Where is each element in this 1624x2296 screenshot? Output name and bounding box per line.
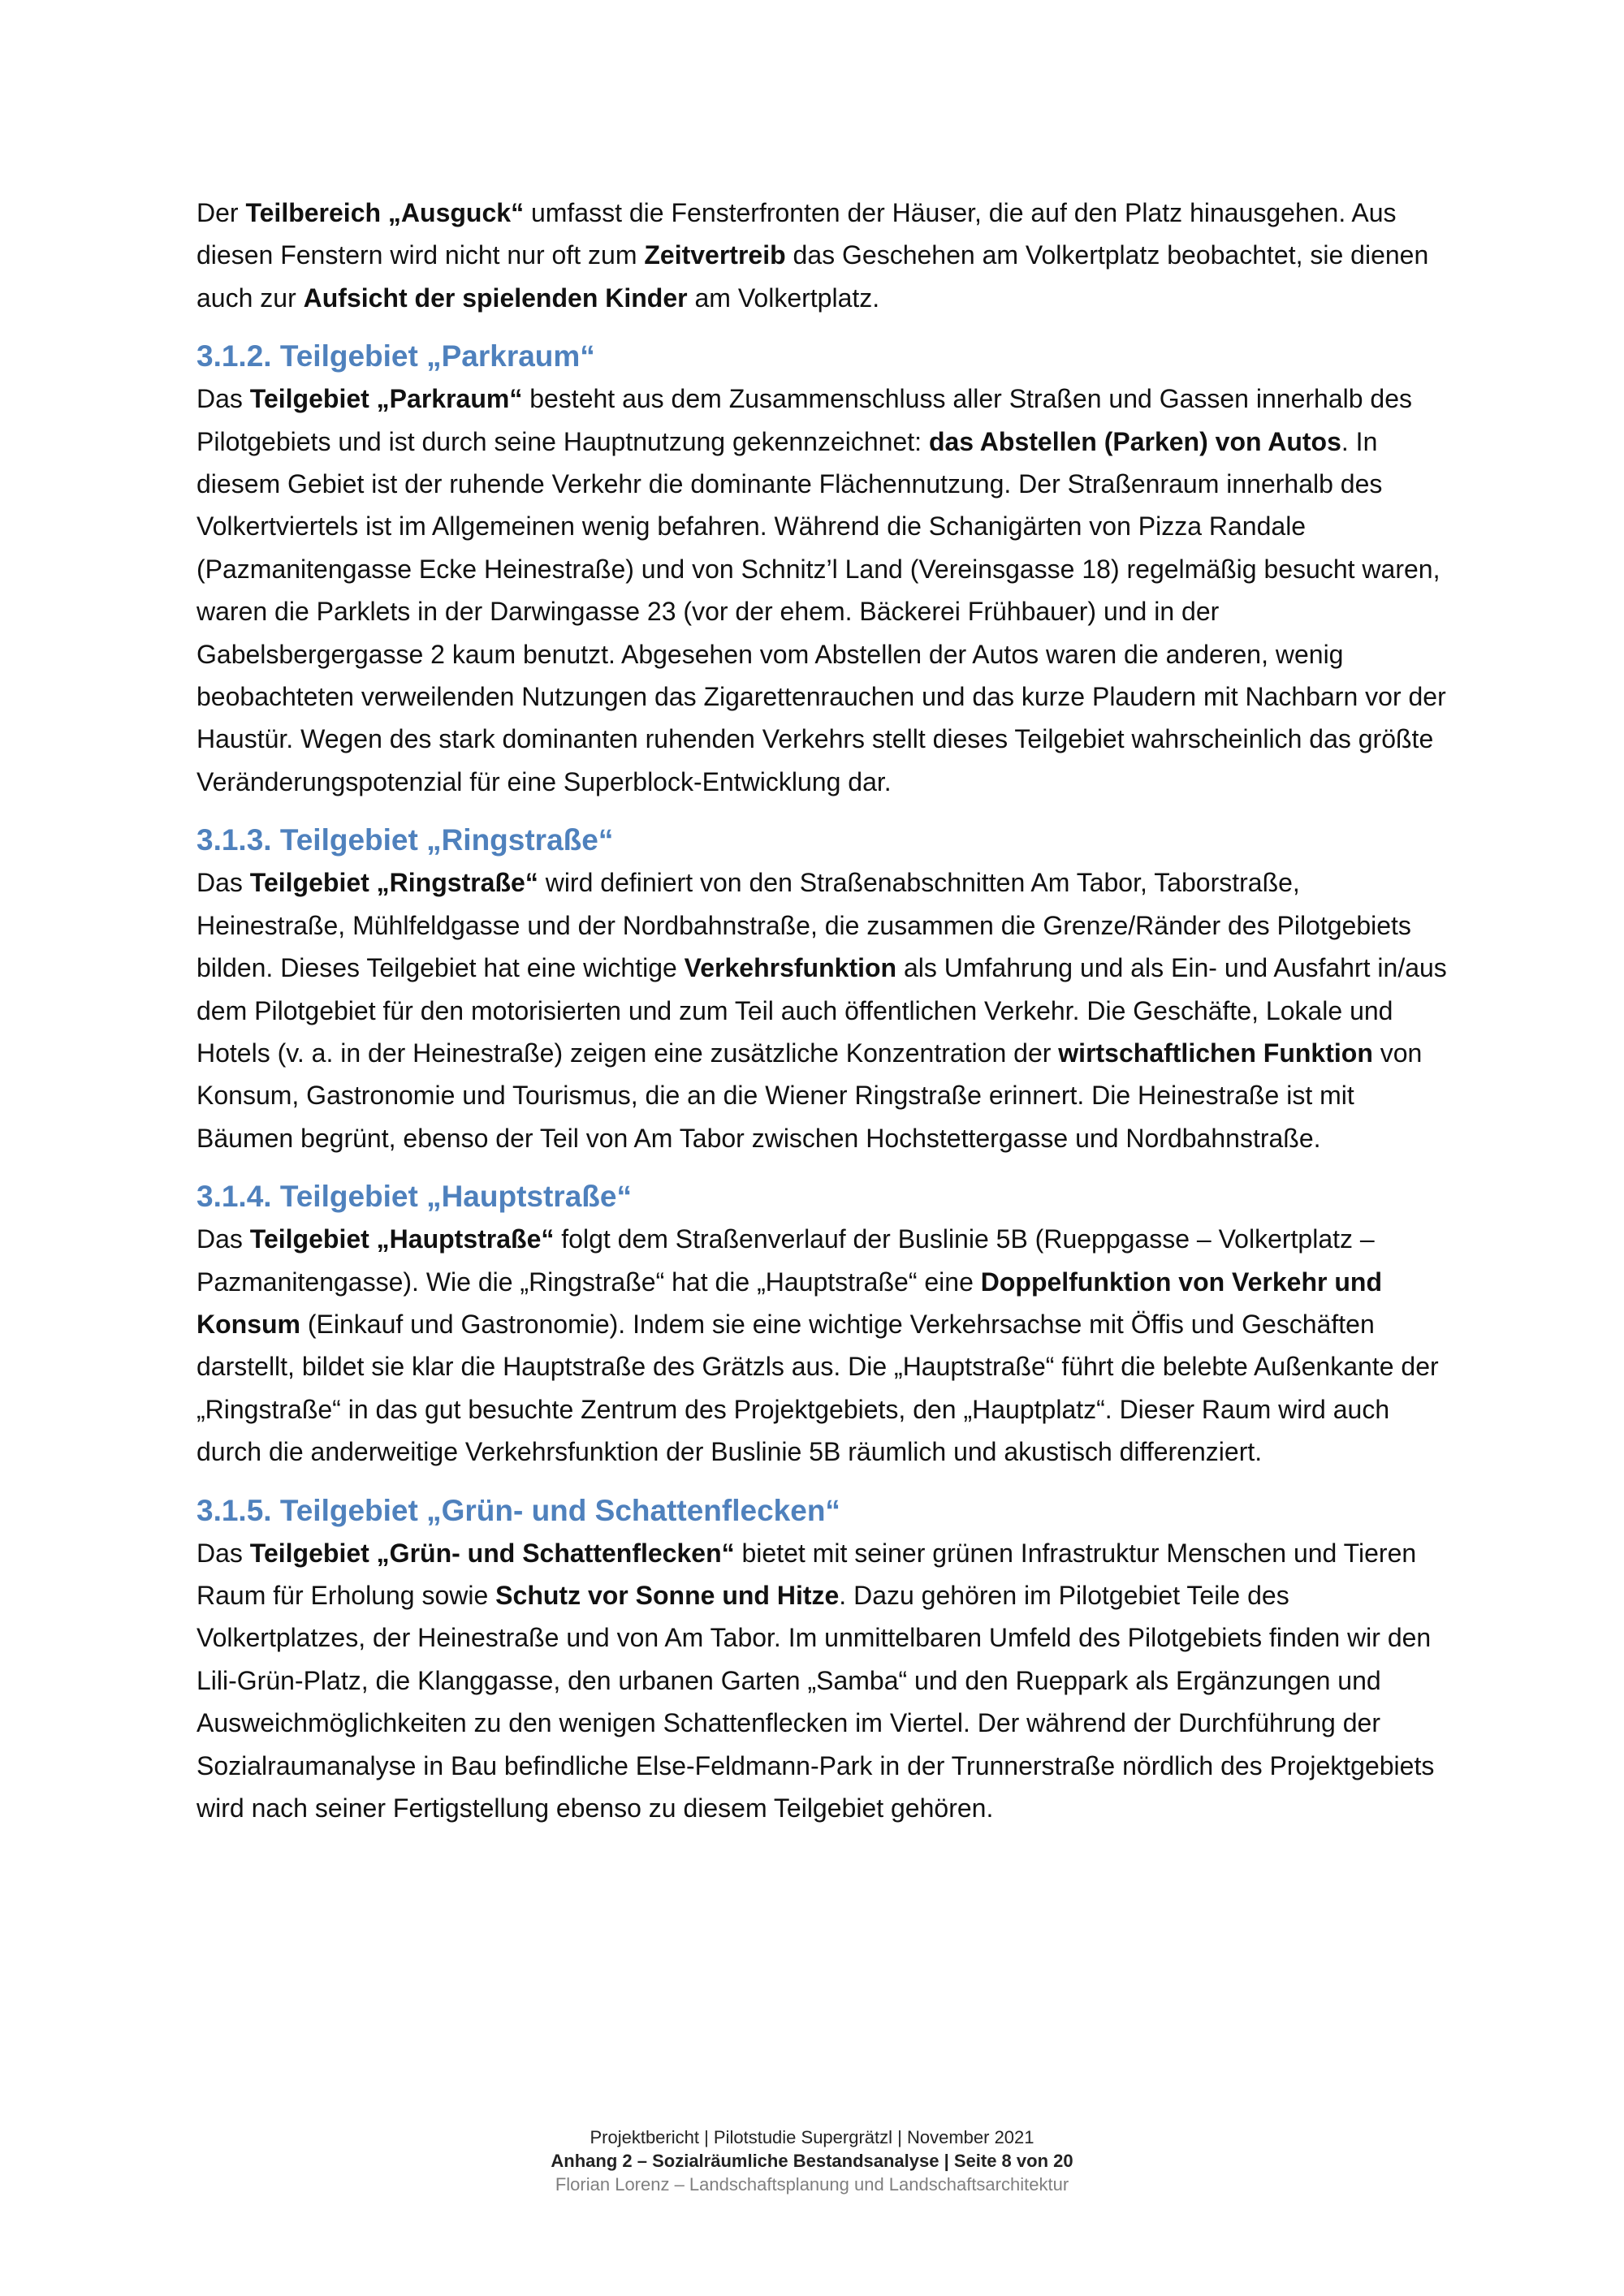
bold-term: Schutz vor Sonne und Hitze xyxy=(495,1580,840,1610)
page-footer xyxy=(0,2126,1624,2196)
section-heading: 3.1.5. Teilgebiet „Grün- und Schattenflecken“ xyxy=(197,1493,840,1527)
section-paragraph xyxy=(197,1218,1447,1473)
bold-term: Teilbereich „Ausguck“ xyxy=(245,198,525,227)
bold-term: Zeitvertreib xyxy=(644,240,786,270)
text-run: von Konsum, Gastronomie und Tourismus, die an die Wiener Ringstraße erinnert. Die Heinestraße ist mit Bäumen begrünt, ebenso der Teil von Am Tabor zwischen Hochstettergasse und Nordbahnstraße. xyxy=(197,1038,1423,1153)
bold-term: Teilgebiet „Grün- und Schattenflecken“ xyxy=(249,1538,735,1568)
intro-paragraph xyxy=(197,192,1447,319)
bold-term: das Abstellen (Parken) von Autos xyxy=(928,426,1341,456)
bold-term: Teilgebiet „Ringstraße“ xyxy=(249,868,538,898)
footer-project-line: Projektbericht | Pilotstudie Supergrätzl | November 2021 xyxy=(590,2127,1034,2147)
text-run: wird definiert von den Straßenabschnitten Am Tabor, Taborstraße, Heinestraße, Mühlfeldgasse und der Nordbahnstraße, die zusammen die Grenze/Ränder des Pilotgebiets bilden. Dieses Teilgebiet hat eine wichtige xyxy=(197,868,1411,983)
text-run: Das xyxy=(197,384,250,414)
section-hauptstrasse xyxy=(197,1176,1447,1473)
section-ringstrasse xyxy=(197,819,1447,1159)
text-run: . Dazu gehören im Pilotgebiet Teile des Volkertplatzes, der Heinestraße und von Am Tabor. Im unmittelbaren Umfeld des Pilotgebiets finden wir den Lili-Grün-Platz, die Klanggasse, den urbanen Garten „Samba“ und den Rueppark als Ergänzungen und Ausweichmöglichkeiten zu den wenigen Schattenflecken im Viertel. Der während der Durchführung der Sozialraumanalyse in Bau befindliche Else-Feldmann-Park in der Trunnerstraße nördlich des Projektgebiets wird nach seiner Fertigstellung ebenso zu diesem Teilgebiet gehören. xyxy=(197,1580,1435,1823)
section-paragraph xyxy=(197,1532,1447,1830)
text-run: bietet mit seiner grünen Infrastruktur Menschen und Tieren Raum für Erholung sowie xyxy=(197,1538,1417,1610)
text-run: Das xyxy=(197,868,250,898)
bold-term: Teilgebiet „Hauptstraße“ xyxy=(249,1224,555,1254)
section-heading: 3.1.3. Teilgebiet „Ringstraße“ xyxy=(197,823,614,857)
section-heading: 3.1.4. Teilgebiet „Hauptstraße“ xyxy=(197,1180,632,1214)
section-paragraph xyxy=(197,378,1447,803)
text-run: . In diesem Gebiet ist der ruhende Verkehr die dominante Flächennutzung. Der Straßenraum innerhalb des Volkertviertels ist im Allgemeinen wenig befahren. Während die Schanigärten von Pizza Randale (Pazmanitengasse Ecke Heinestraße) und von Schnitz’l Land (Vereinsgasse 18) regelmäßig besucht waren, waren die Parklets in der Darwingasse 23 (vor der ehem. Bäckerei Frühbauer) und in der Gabelsbergergasse 2 kaum benutzt. Abgesehen vom Abstellen der Autos waren die anderen, wenig beobachteten verweilenden Nutzungen das Zigarettenrauchen und das kurze Plaudern mit Nachbarn vor der Haustür. Wegen des stark dominanten ruhenden Verkehrs stellt dieses Teilgebiet wahrscheinlich das größte Veränderungspotenzial für eine Superblock-Entwicklung dar. xyxy=(197,426,1446,796)
bold-term: wirtschaftlichen Funktion xyxy=(1058,1038,1373,1068)
bold-term: Doppelfunktion von Verkehr und Konsum xyxy=(197,1267,1382,1339)
footer-author-line: Florian Lorenz – Landschaftsplanung und Landschaftsarchitektur xyxy=(555,2174,1069,2195)
text-run: (Einkauf und Gastronomie). Indem sie eine wichtige Verkehrsachse mit Öffis und Geschäften darstellt, bildet sie klar die Hauptstraße des Grätzls aus. Die „Hauptstraße“ führt die belebte Außenkante der „Ringstraße“ in das gut besuchte Zentrum des Projektgebiets, den „Hauptplatz“. Dieser Raum wird auch durch die anderweitige Verkehrsfunktion der Buslinie 5B räumlich und akustisch differenziert. xyxy=(197,1309,1439,1467)
text-run: Das xyxy=(197,1538,250,1568)
bold-term: Verkehrsfunktion xyxy=(684,953,897,983)
text-run: das Geschehen am Volkertplatz beobachtet, sie dienen auch zur xyxy=(197,240,1429,313)
page-content xyxy=(197,192,1447,1829)
section-heading: 3.1.2. Teilgebiet „Parkraum“ xyxy=(197,339,595,373)
text-run: umfasst die Fensterfronten der Häuser, die auf den Platz hinausgehen. Aus diesen Fenstern wird nicht nur oft zum xyxy=(197,198,1397,270)
bold-term: Teilgebiet „Parkraum“ xyxy=(249,384,523,414)
footer-page-line: Anhang 2 – Sozialräumliche Bestandsanalyse | Seite 8 von 20 xyxy=(551,2151,1073,2171)
section-gruen-schattenflecken xyxy=(197,1490,1447,1830)
text-run: folgt dem Straßenverlauf der Buslinie 5B (Rueppgasse – Volkertplatz – Pazmanitengasse). Wie die „Ringstraße“ hat die „Hauptstraße“ eine xyxy=(197,1224,1375,1297)
text-run: am Volkertplatz. xyxy=(687,283,880,313)
text-run: Der xyxy=(197,198,246,227)
text-run: als Umfahrung und als Ein- und Ausfahrt in/aus dem Pilotgebiet für den motorisierten und zum Teil auch öffentlichen Verkehr. Die Geschäfte, Lokale und Hotels (v. a. in der Heinestraße) zeigen eine zusätzliche Konzentration der xyxy=(197,953,1447,1068)
text-run: besteht aus dem Zusammenschluss aller Straßen und Gassen innerhalb des Pilotgebiets und ist durch seine Hauptnutzung gekennzeichnet: xyxy=(197,384,1412,456)
bold-term: Aufsicht der spielenden Kinder xyxy=(303,283,688,313)
section-paragraph xyxy=(197,861,1447,1159)
text-run: Das xyxy=(197,1224,250,1254)
section-parkraum xyxy=(197,335,1447,803)
